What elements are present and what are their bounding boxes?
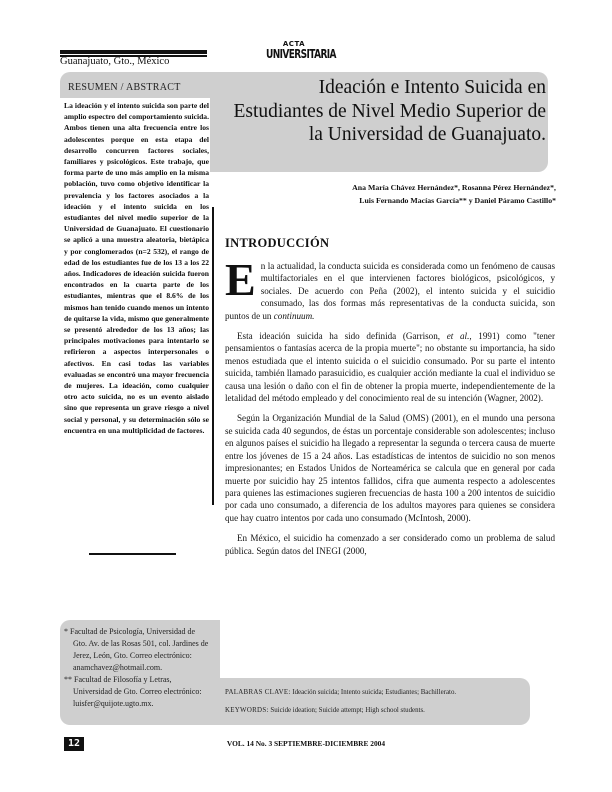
logo-line-2: UNIVERSITARIA <box>266 48 336 62</box>
paragraph-3: Según la Organización Mundial de la Salud (OMS) (2001), en el mundo una persona se suicida cada 40 segundos, de éstas un porcentaje considerable son adolescentes; incluso en algunos países el suicidio ha llegado a representar la segunda o tercera causa de muerte entre los jóvenes de 15 a 24 años. Las estadísticas de intentos de suicidio no son menos impresionantes; en Estados Unidos de Norteamérica se calcula que en general por cada muerte por suicidio hay 25 intentos fallidos, cifra que aumenta respecto a adolescentes para quienes las estimaciones sugieren frecuencias de hasta 100 a 200 intentos de suicidio por cada uno consumado, a diferencia de los adultos mayores para quienes se considera que hay cuatro intentos por cada uno consumado (McIntosh, 2000). <box>225 413 555 523</box>
keywords-es <box>225 684 525 702</box>
article-title: Ideación e Intento Suicida en Estudiantes de Nivel Medio Superior de la Universidad de Guanajuato. <box>233 77 546 145</box>
authors <box>226 182 556 207</box>
journal-logo <box>266 40 336 62</box>
paragraph-2-italic: et al. <box>446 331 470 342</box>
journal-issue: VOL. 14 No. 3 SEPTIEMBRE-DICIEMBRE 2004 <box>226 739 386 748</box>
abstract-end-rule <box>89 553 176 555</box>
column-divider <box>212 207 214 505</box>
paragraph-2 <box>225 330 555 404</box>
paragraph-1 <box>225 254 555 322</box>
section-label: RESUMEN / ABSTRACT <box>68 82 181 93</box>
keywords-en-value: Suicide ideation; Suicide attempt; High school students. <box>270 707 425 714</box>
footnote-2: ** Facultad de Filosofía y Letras, Universidad de Gto. Correo electrónico: luisfer@quijote.ugto.mx. <box>64 675 202 708</box>
location-text: Guanajuato, Gto., México <box>60 56 170 67</box>
paragraph-2-text-a: Esta ideación suicida ha sido definida (Garrison, <box>237 331 447 342</box>
paragraph-2-text-b: , 1991) como "tener pensamientos o fantasías acerca de la propia muerte"; no obstante su importancia, ha sido menos estudiada que el intento suicida o el suicidio consumado. Por su parte el intento suicida, también llamado parasuicidio, es cualquier acción mediante la cual el individuo se causa una lesión o daño con el fin de obtener la propia muerte, independientemente de la letalidad del método empleado y del conocimiento real de su intención (Wagner, 2002). <box>225 331 556 404</box>
abstract-text: La ideación y el intento suicida son parte del amplio espectro del comportamiento suicida. Ambos tienen una alta frecuencia entre los adolescentes porque en esta etapa del desarrollo concurren factores sociales, familiares y psicológicos. Este trabajo, que forma parte de uno más amplio en la misma población, tuvo como objetivo identificar la prevalencia y los factores asociados a la ideación y el intento suicida en los estudiantes del nivel medio superior de la Universidad de Guanajuato. El cuestionario se aplicó a una muestra aleatoria, bietápica y por conglomerados (n=2 532), el rango de edad de los estudiantes fue de los 13 a los 22 años. Indicadores de ideación suicida fueron encontrados en la cuarta parte de los estudiantes, mientras que el 8.6% de los mismos han tenido cuando menos un intento de quitarse la vida, mismo que generalmente se presentó alrededor de los 13 años; las principales motivaciones para intentarlo se refirieron a aspectos interpersonales o afectivos. En casi todas las variables evaluadas se encontró una mayor frecuencia de mujeres. La ideación, como cualquier otro acto suicida, no es un evento aislado sino que representa un grave riesgo a nivel social y personal, y su determinación sólo se encuentra en una multiplicidad de factores. <box>64 101 209 435</box>
paragraph-1-text: n la actualidad, la conducta suicida es considerada como un fenómeno de causas multifactoriales en el que intervienen factores biológicos, psicológicos, y sociales. De acuerdo con Peña (2002), el intento suicida y el suicidio consumado, las dos formas más representativas de la conducta suicida, son puntos de un <box>225 261 555 321</box>
page-number: 12 <box>64 737 84 751</box>
footnotes <box>64 626 210 710</box>
article-body <box>225 236 555 565</box>
authors-line-2: Luis Fernando Macías García** y Daniel Páramo Castillo* <box>359 195 556 205</box>
keywords-en <box>225 702 525 720</box>
keywords <box>225 684 525 720</box>
section-heading: INTRODUCCIÓN <box>225 236 330 250</box>
header-rule <box>60 50 207 55</box>
footnote-1: * Facultad de Psicología, Universidad de Gto. Av. de las Rosas 501, col. Jardines de Jerez, León, Gto. Correo electrónico: anamchavez@hotmail.com. <box>64 627 209 672</box>
keywords-es-value: Ideación suicida; Intento suicida; Estudiantes; Bachillerato. <box>292 689 457 696</box>
paragraph-4: En México, el suicidio ha comenzado a ser considerado como un problema de salud pública. Según datos del INEGI (2000, <box>225 533 555 556</box>
keywords-es-label: PALABRAS CLAVE: <box>225 689 291 696</box>
logo-line-1: ACTA <box>282 40 306 48</box>
authors-line-1: Ana María Chávez Hernández*, Rosanna Pérez Hernández*, <box>352 183 556 192</box>
keywords-en-label: KEYWORDS: <box>225 707 269 714</box>
paragraph-1-italic: continuum. <box>273 310 315 321</box>
drop-cap: E <box>225 254 256 305</box>
